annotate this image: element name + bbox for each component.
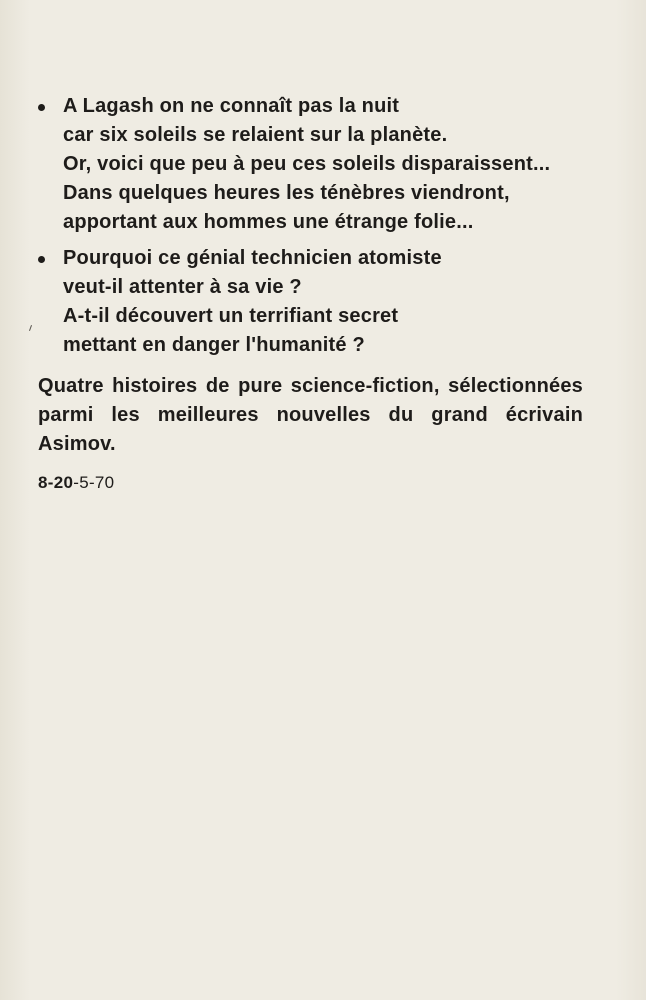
blurb-paragraph (38, 372, 583, 459)
text-line: parmi les meilleures nouvelles du grand écrivain (38, 404, 583, 426)
text-line: Pourquoi ce génial technicien atomiste (63, 247, 442, 269)
bullet-icon (38, 256, 45, 263)
catalog-code-regular: -5-70 (73, 473, 115, 492)
text-line: veut-il attenter à sa vie ? (63, 276, 302, 298)
bullet-icon (38, 104, 45, 111)
bullet-text (63, 92, 550, 237)
text-line: Dans quelques heures les ténèbres viendront, (63, 182, 510, 204)
text-line: A Lagash on ne connaît pas la nuit (63, 95, 400, 117)
text-line: Quatre histoires de pure science-fiction, sélectionnées (38, 375, 583, 397)
catalog-code-bold: 8-20 (38, 473, 74, 492)
text-line: Asimov. (38, 433, 116, 455)
print-mark (29, 325, 32, 331)
text-line: mettant en danger l'humanité ? (63, 334, 365, 356)
text-line: car six soleils se relaient sur la planète. (63, 124, 448, 146)
text-line: Or, voici que peu à peu ces soleils disparaissent... (63, 153, 551, 175)
bullet-text (63, 244, 442, 360)
text-line: A-t-il découvert un terrifiant secret (63, 305, 399, 327)
catalog-code (38, 472, 114, 494)
text-line: apportant aux hommes une étrange folie... (63, 211, 474, 233)
